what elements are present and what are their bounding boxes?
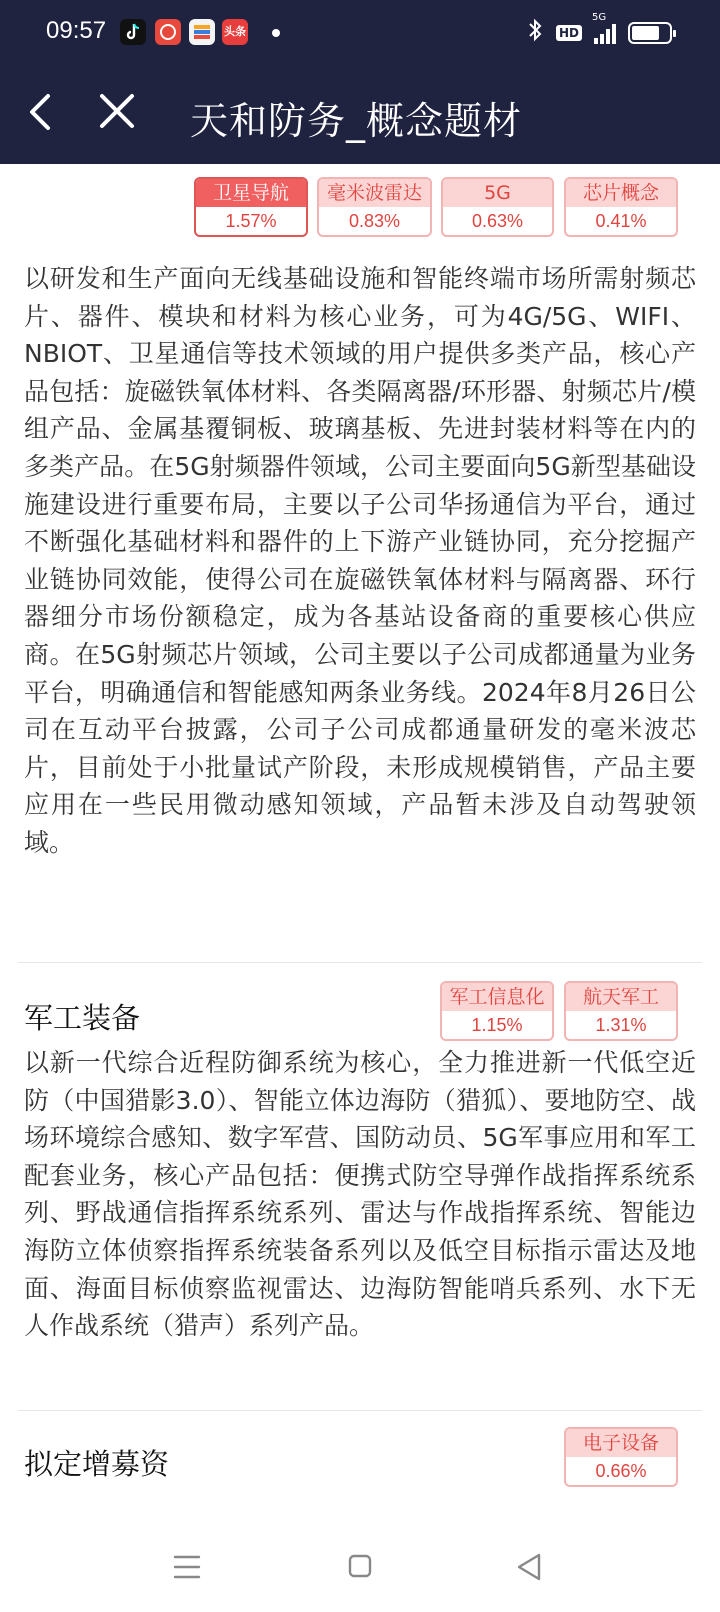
intro-paragraph: 以研发和生产面向无线基础设施和智能终端市场所需射频芯片、器件、模块和材料为核心业务，可为4G/5G、WIFI、NBIOT、卫星通信等技术领域的用户提供多类产品，核心产品包括：旋磁铁氧体材料、各类隔离器/环形器、射频芯片/模组产品、金属基覆铜板、玻璃基板、先进封装材料等在内的多类产品。在5G射频器件领域，公司主要面向5G新型基础设施建设进行重要布局，主要以子公司华扬通信为平台，通过不断强化基础材料和器件的上下游产业链协同，充分挖掘产业链协同效能，使得公司在旋磁铁氧体材料与隔离器、环行器细分市场份额稳定，成为各基站设备商的重要核心供应商。在5G射频芯片领域，公司主要以子公司成都通量为业务平台，明确通信和智能感知两条业务线。2024年8月26日公司在互动平台披露，公司子公司成都通量研发的毫米波芯片，目前处于小批量试产阶段，未形成规模销售，产品主要应用在一些民用微动感知领域，产品暂未涉及自动驾驶领域。 xyxy=(24,264,696,857)
app-header xyxy=(0,0,720,164)
concept-tag-military-informatization[interactable] xyxy=(440,981,554,1041)
toutiao-label: 头条 xyxy=(224,25,246,38)
notification-dot xyxy=(272,29,280,37)
home-button[interactable] xyxy=(335,1542,385,1592)
chevron-left-icon xyxy=(22,88,62,138)
section-title-private-placement: 拟定增募资 xyxy=(24,1447,170,1481)
square-icon xyxy=(335,1542,385,1592)
app-red-icon xyxy=(155,19,181,45)
concept-tag-satellite-navigation[interactable] xyxy=(194,177,308,237)
system-icons xyxy=(526,12,672,48)
tag-value: 1.57% xyxy=(225,211,277,231)
content-scroll-area[interactable] xyxy=(0,164,720,1522)
tag-value: 0.41% xyxy=(595,211,647,231)
tag-value: 0.63% xyxy=(471,211,524,231)
tag-name: 电子设备 xyxy=(566,1429,676,1457)
close-icon xyxy=(94,88,140,138)
status-time: 09:57 xyxy=(46,17,107,44)
tag-value: 0.66% xyxy=(595,1461,647,1481)
network-type: 5G xyxy=(592,12,607,23)
page-title: 天和防务_概念题材 xyxy=(190,99,523,143)
divider xyxy=(18,962,702,963)
hd-icon: HD xyxy=(556,25,582,41)
tag-value: 1.15% xyxy=(471,1015,523,1035)
menu-icon xyxy=(162,1542,212,1592)
triangle-back-icon xyxy=(505,1542,555,1592)
tiktok-icon xyxy=(120,19,146,45)
tag-name: 卫星导航 xyxy=(196,179,306,207)
status-bar xyxy=(0,0,720,66)
tag-value: 0.83% xyxy=(348,211,401,231)
wallet-icon xyxy=(189,19,215,45)
divider xyxy=(18,1410,702,1411)
tag-name: 航天军工 xyxy=(566,983,676,1011)
bluetooth-icon xyxy=(526,18,544,48)
signal-icon xyxy=(592,12,616,44)
tag-value: 1.31% xyxy=(595,1015,647,1035)
tag-name: 毫米波雷达 xyxy=(319,179,430,207)
system-navigation-bar xyxy=(0,1522,720,1612)
close-button[interactable] xyxy=(94,88,140,138)
tag-name: 5G xyxy=(443,179,552,207)
system-back-button[interactable] xyxy=(505,1542,555,1592)
back-button[interactable] xyxy=(22,88,62,138)
concept-tag-electronic-equipment[interactable] xyxy=(564,1427,678,1487)
battery-icon xyxy=(628,22,672,44)
concept-tag-mmwave-radar[interactable] xyxy=(317,177,432,237)
toutiao-icon xyxy=(222,19,248,45)
concept-tag-aerospace-military[interactable] xyxy=(564,981,678,1041)
menu-button[interactable] xyxy=(162,1542,212,1592)
concept-tag-5g[interactable] xyxy=(441,177,554,237)
tag-name: 军工信息化 xyxy=(442,983,552,1011)
military-paragraph: 以新一代综合近程防御系统为核心，全力推进新一代低空近防（中国猎影3.0）、智能立体边海防（猎狐）、要地防空、战场环境综合感知、数字军营、国防动员、5G军事应用和军工配套业务，核心产品包括：便携式防空导弹作战指挥系统系列、野战通信指挥系统系列、雷达与作战指挥系统、智能边海防立体侦察指挥系统装备系列以及低空目标指示雷达及地面、海面目标侦察监视雷达、边海防智能哨兵系列、水下无人作战系统（猎声）系列产品。 xyxy=(24,1048,696,1341)
tag-name: 芯片概念 xyxy=(566,179,676,207)
concept-tag-chip[interactable] xyxy=(564,177,678,237)
section-title-military: 军工装备 xyxy=(24,1001,141,1035)
